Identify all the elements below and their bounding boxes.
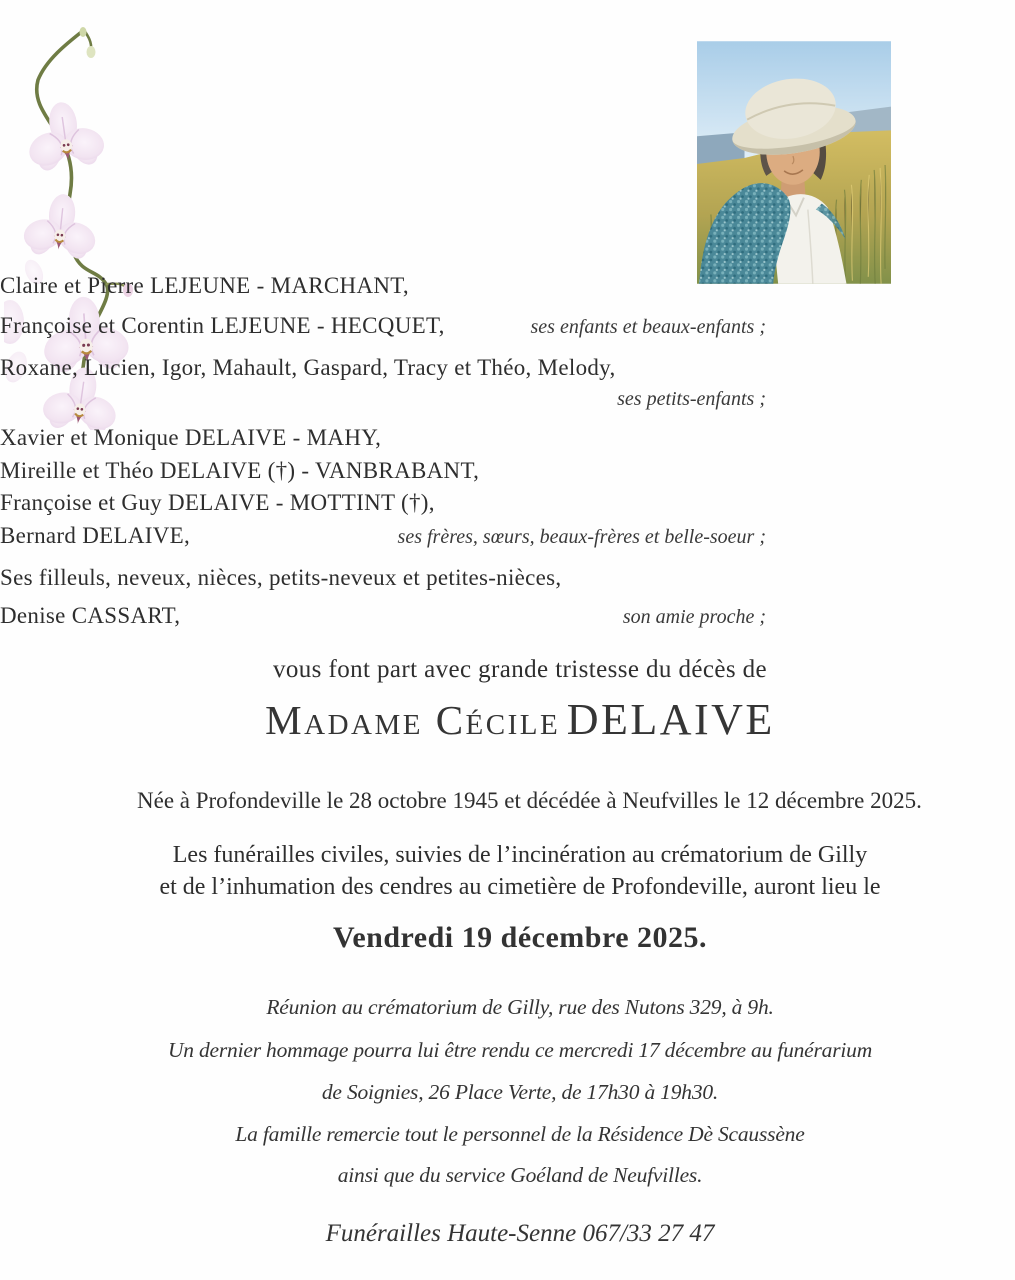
relation-label: ses frères, sœurs, beaux-frères et belle-soeur ; xyxy=(397,526,766,548)
birth-death-line: Née à Profondeville le 28 octobre 1945 et décédée à Neufvilles le 12 décembre 2025. xyxy=(137,788,922,813)
detail-line-reunion: Réunion au crématorium de Gilly, rue des Nutons 329, à 9h. xyxy=(266,995,774,1019)
family-line xyxy=(0,490,766,516)
family-names: Mireille et Théo DELAIVE (†) - VANBRABANT, xyxy=(0,458,480,483)
family-names: Denise CASSART, xyxy=(0,603,181,628)
relation-label: ses petits-enfants ; xyxy=(617,388,766,410)
funeral-info-line-1: Les funérailles civiles, suivies de l’incinération au crématorium de Gilly xyxy=(172,842,868,868)
family-names: Xavier et Monique DELAIVE - MAHY, xyxy=(0,425,382,450)
family-line xyxy=(0,603,766,629)
detail-line-remerciement-1: La famille remercie tout le personnel de la Résidence Dè Scaussène xyxy=(235,1122,805,1146)
footer-contact: Funérailles Haute-Senne 067/33 27 47 xyxy=(325,1220,715,1247)
funeral-date: Vendredi 19 décembre 2025. xyxy=(332,921,708,954)
relation-label: ses enfants et beaux-enfants ; xyxy=(530,316,766,338)
family-line xyxy=(0,355,766,381)
family-line xyxy=(0,565,766,591)
deceased-name xyxy=(137,694,903,745)
detail-line-remerciement-2: ainsi que du service Goéland de Neufvilles. xyxy=(337,1163,703,1187)
family-line xyxy=(0,458,766,484)
family-names: Ses filleuls, neveux, nièces, petits-neveux et petites-nièces, xyxy=(0,565,562,590)
detail-line-hommage-2: de Soignies, 26 Place Verte, de 17h30 à 19h30. xyxy=(321,1080,719,1104)
deceased-surname: DELAIVE xyxy=(566,695,775,744)
relation-label: son amie proche ; xyxy=(622,606,766,628)
family-line xyxy=(0,388,766,411)
detail-line-hommage-1: Un dernier hommage pourra lui être rendu ce mercredi 17 décembre au funérarium xyxy=(167,1038,873,1062)
family-line xyxy=(0,273,766,299)
deceased-title-firstname: Madame Cécile xyxy=(265,697,561,743)
funeral-info-line-2: et de l’inhumation des cendres au cimetière de Profondeville, auront lieu le xyxy=(159,874,881,900)
family-line xyxy=(0,523,766,549)
family-names: Françoise et Corentin LEJEUNE - HECQUET, xyxy=(0,313,445,338)
portrait-photo xyxy=(697,40,891,285)
family-names: Françoise et Guy DELAIVE - MOTTINT (†), xyxy=(0,490,435,515)
family-names: Bernard DELAIVE, xyxy=(0,523,191,548)
family-line xyxy=(0,425,766,451)
family-names: Roxane, Lucien, Igor, Mahault, Gaspard, Tracy et Théo, Melody, xyxy=(0,355,616,380)
family-line xyxy=(0,313,766,339)
announcement-text: vous font part avec grande tristesse du décès de xyxy=(272,656,768,683)
family-names: Claire et Pierre LEJEUNE - MARCHANT, xyxy=(0,273,409,298)
